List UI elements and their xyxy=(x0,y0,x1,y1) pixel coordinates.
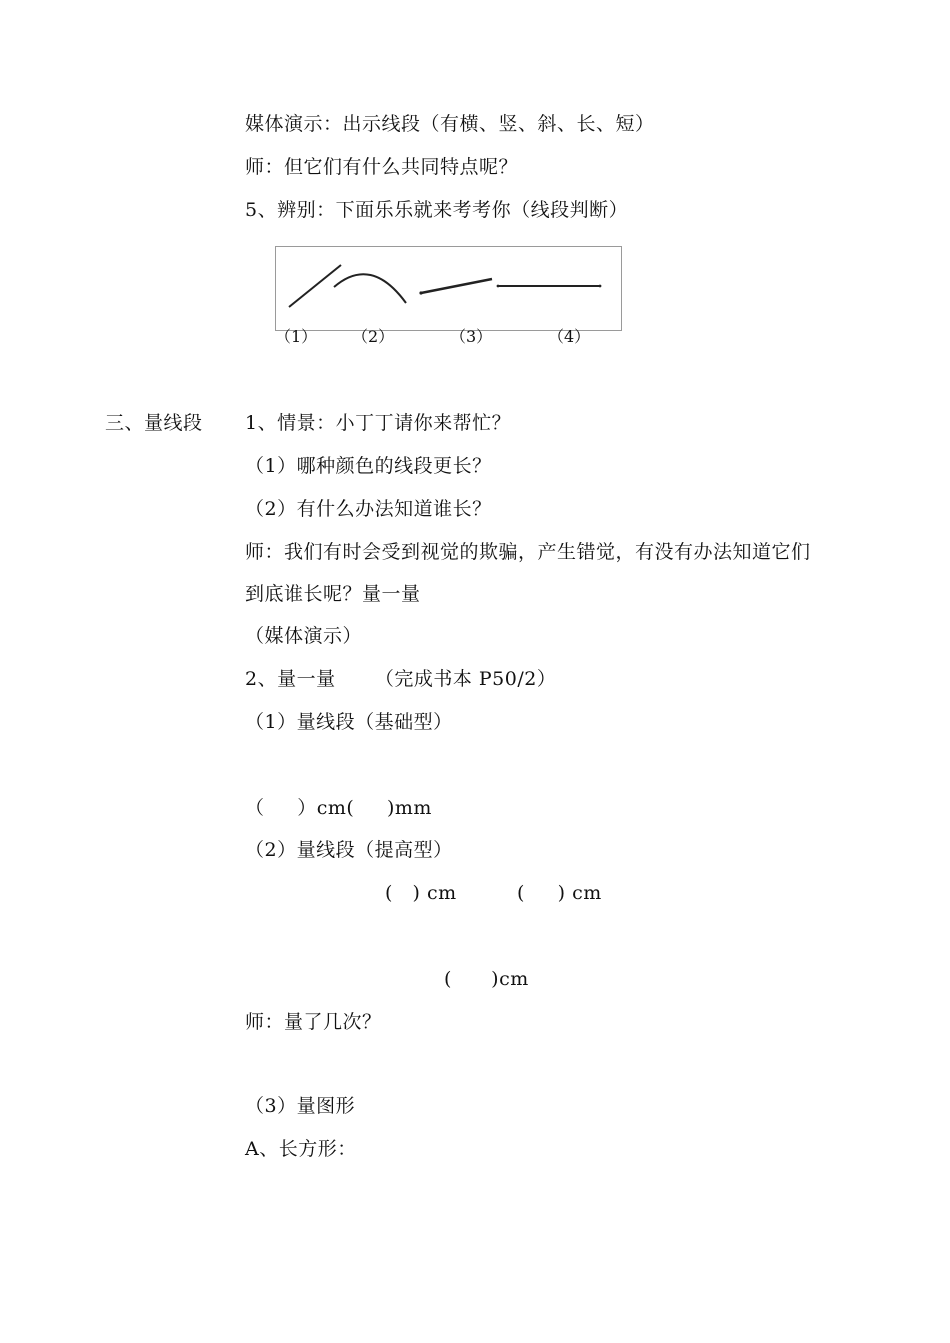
line-blank-cm-a: ( ) cm xyxy=(385,882,457,904)
line-segment-figure xyxy=(275,246,622,331)
line-teacher-times: 师：量了几次？ xyxy=(245,1011,382,1033)
figure-label-1: （1） xyxy=(275,327,318,346)
figure-label-4: （4） xyxy=(548,327,591,346)
line-measure-basic: （1）量线段（基础型） xyxy=(245,711,453,733)
section-title: 三、量线段 xyxy=(105,412,203,434)
figure-label-2: （2） xyxy=(352,327,395,346)
segment-3-endpoint xyxy=(419,291,422,294)
line-blank-cm-c: ( )cm xyxy=(444,968,529,990)
figure-label-3: （3） xyxy=(450,327,493,346)
line-question-2: （2）有什么办法知道谁长？ xyxy=(245,498,492,520)
line-media-demo: 媒体演示：出示线段（有横、竖、斜、长、短） xyxy=(245,113,655,135)
segment-2-arc xyxy=(334,274,406,303)
line-media-demo-2: （媒体演示） xyxy=(245,625,363,647)
segment-1 xyxy=(289,265,341,307)
line-teacher-illusion-cont: 到底谁长呢？量一量 xyxy=(245,583,421,605)
segment-4-endpoint-left xyxy=(497,285,500,288)
line-identify: 5、辨别：下面乐乐就来考考你（线段判断） xyxy=(245,199,629,221)
line-measure-advanced: （2）量线段（提高型） xyxy=(245,839,453,861)
line-teacher-illusion: 师：我们有时会受到视觉的欺骗，产生错觉，有没有办法知道它们 xyxy=(245,541,811,563)
segment-drawings xyxy=(276,247,623,332)
line-rectangle: A、长方形： xyxy=(245,1138,357,1160)
line-blank-cm-b: ( ) cm xyxy=(517,882,602,904)
line-measure: 2、量一量 （完成书本 P50/2） xyxy=(245,668,557,690)
segment-4-endpoint-right xyxy=(599,285,602,288)
line-question-1: （1）哪种颜色的线段更长？ xyxy=(245,455,492,477)
line-blank-cm-mm: （ ）cm( )mm xyxy=(245,797,432,819)
line-scenario: 1、情景：小丁丁请你来帮忙？ xyxy=(245,412,512,434)
line-teacher-question: 师：但它们有什么共同特点呢？ xyxy=(245,156,519,178)
line-measure-shape: （3）量图形 xyxy=(245,1095,356,1117)
segment-3 xyxy=(421,279,492,293)
